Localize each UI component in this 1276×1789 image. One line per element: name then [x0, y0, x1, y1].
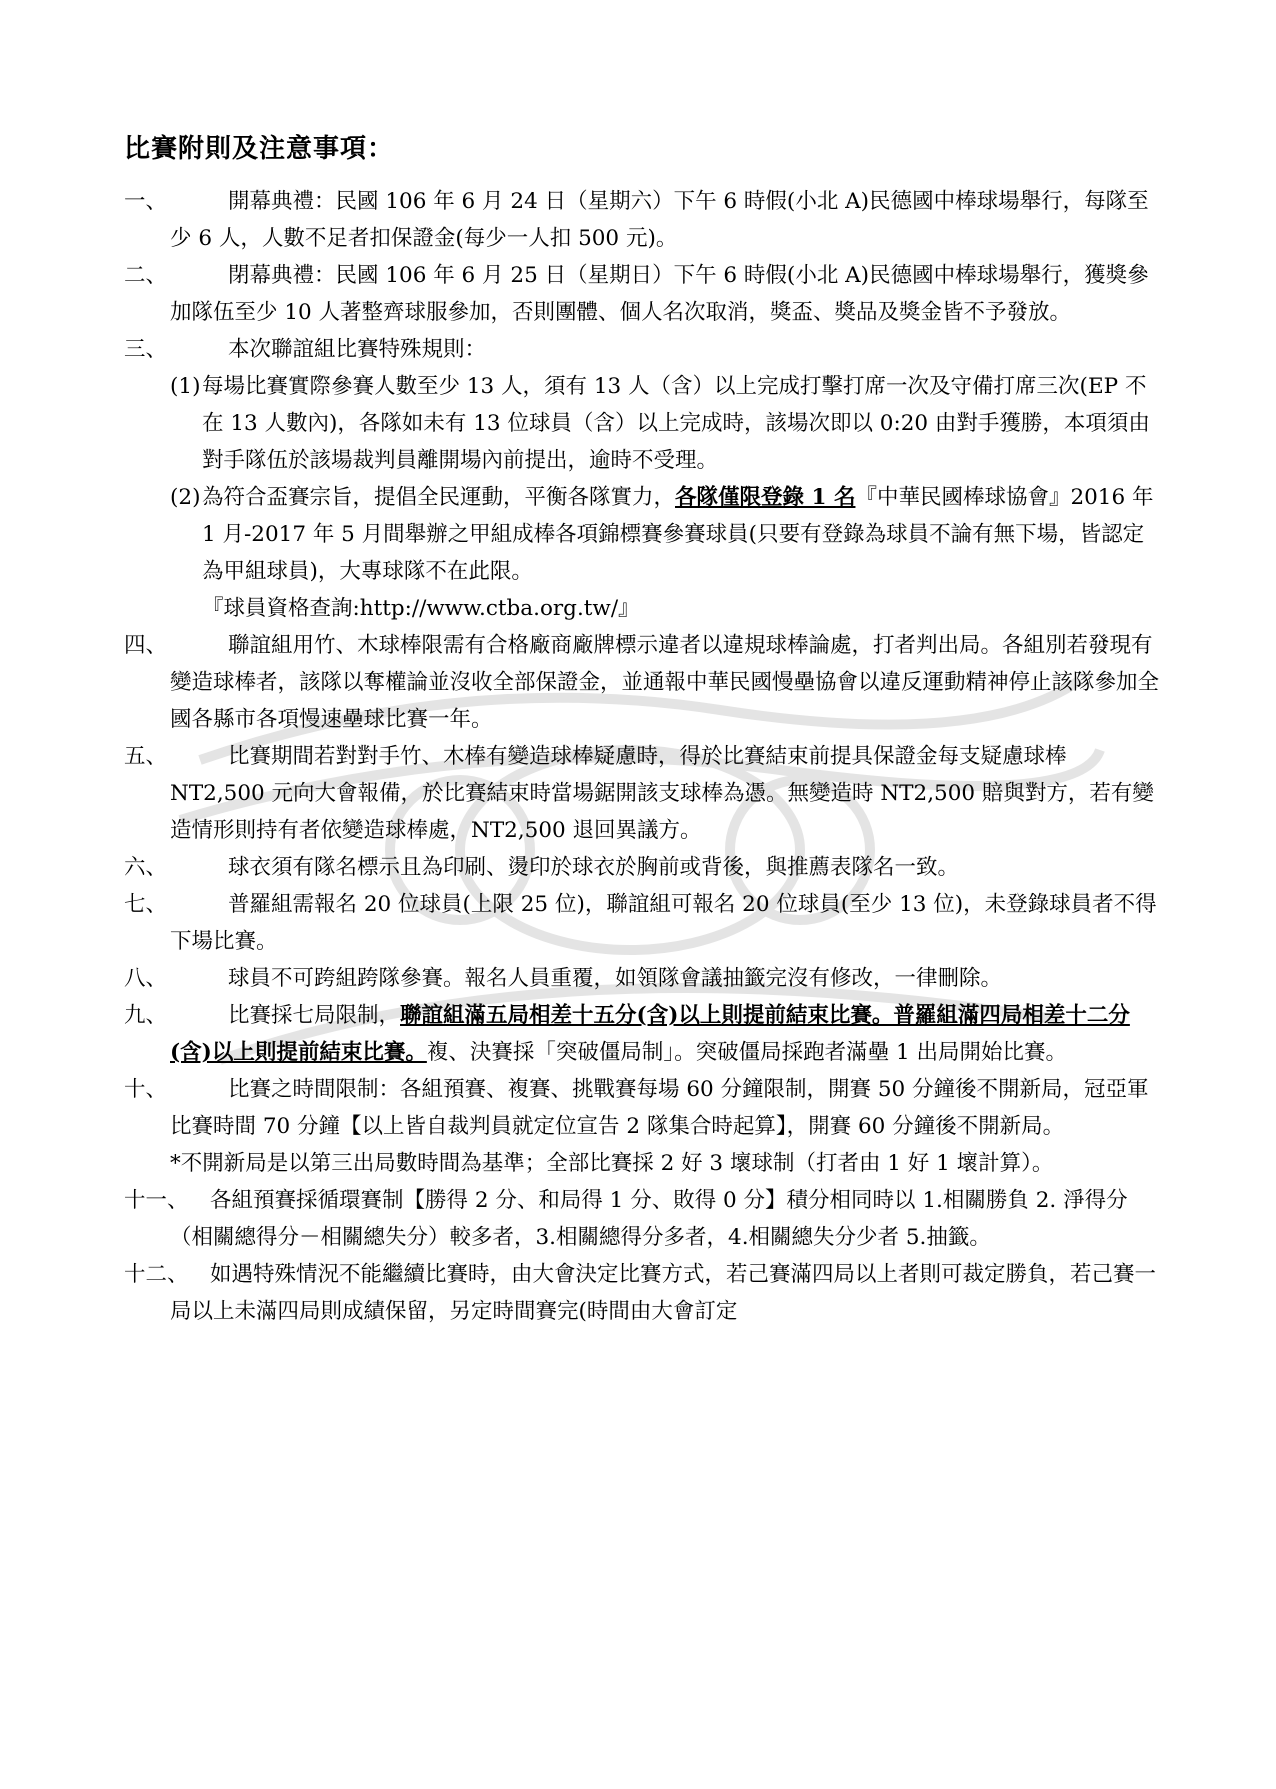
rule-text-post: 複、決賽採「突破僵局制」。突破僵局採跑者滿壘 1 出局開始比賽。 [426, 1040, 1067, 1065]
rule-item-1 [124, 183, 1164, 257]
rule-item-2 [124, 257, 1164, 331]
rule-item-4 [124, 627, 1164, 738]
rule-text: 比賽期間若對對手竹、木棒有變造球棒疑慮時，得於比賽結束前提具保證金每支疑慮球棒 NT2,500 元向大會報備，於比賽結束時當場鋸開該支球棒為憑。無變造時 NT2,500 賠與對方，若有變造情形則持有者依變造球棒處，NT2,500 退回異議方。 [170, 744, 1154, 843]
sub-text-post: 『中華民國棒球協會』2016 年 1 月-2017 年 5 月間舉辦之甲組成棒各項錦標賽參賽球員(只要有登錄為球員不論有無下場，皆認定為甲組球員)，大專球隊不在此限。 [202, 485, 1154, 584]
rule-item-3 [124, 331, 1164, 368]
rule-text: 比賽之時間限制：各組預賽、複賽、挑戰賽每場 60 分鐘限制，開賽 50 分鐘後不開新局，冠亞軍比賽時間 70 分鐘【以上皆自裁判員就定位宣告 2 隊集合時起算】，開賽 60 分鐘後不開新局。 [170, 1077, 1149, 1139]
rule-text: 本次聯誼組比賽特殊規則： [228, 337, 487, 362]
rule-sub-item-1 [124, 368, 1164, 479]
rule-sub-item-2 [124, 479, 1164, 627]
rule-text: 開幕典禮：民國 106 年 6 月 24 日（星期六）下午 6 時假(小北 A)民德國中棒球場舉行，每隊至少 6 人，人數不足者扣保證金(每少一人扣 500 元)。 [170, 189, 1149, 251]
rule-text: 聯誼組用竹、木球棒限需有合格廠商廠牌標示違者以違規球棒論處，打者判出局。各組別若發現有變造球棒者，該隊以奪權論並沒收全部保證金，並通報中華民國慢壘協會以違反運動精神停止該隊參加全國各縣市各項慢速壘球比賽一年。 [170, 633, 1160, 732]
page-title: 比賽附則及注意事項： [124, 134, 395, 164]
rule-text: 球員不可跨組跨隊參賽。報名人員重覆，如領隊會議抽籤完沒有修改，一律刪除。 [228, 966, 1003, 991]
rule-number: 七、 [124, 892, 168, 917]
rule-text: 球衣須有隊名標示且為印刷、燙印於球衣於胸前或背後，與推薦表隊名一致。 [228, 855, 960, 880]
rule-number: 一、 [124, 189, 168, 214]
rule-text: 各組預賽採循環賽制【勝得 2 分、和局得 1 分、敗得 0 分】積分相同時以 1.相關勝負 2. 淨得分（相關總得分－相關總失分）較多者，3.相關總得分多者，4.相關總失分少者 5.抽籤。 [170, 1188, 1128, 1250]
rule-note [124, 1145, 1164, 1182]
rule-item-8 [124, 960, 1164, 997]
rule-number: 十、 [124, 1077, 168, 1102]
sub-text-emphasis: 各隊僅限登錄 1 名 [675, 485, 856, 510]
rule-number: 十一、 [124, 1188, 189, 1213]
rule-number: 十二、 [124, 1262, 189, 1287]
rule-item-7 [124, 886, 1164, 960]
rule-item-10 [124, 1071, 1164, 1145]
rule-item-6 [124, 849, 1164, 886]
rule-item-12 [124, 1256, 1164, 1330]
rule-item-5 [124, 738, 1164, 849]
rule-number: 六、 [124, 855, 168, 880]
rule-text: 如遇特殊情況不能繼續比賽時，由大會決定比賽方式，若己賽滿四局以上者則可裁定勝負，若己賽一局以上未滿四局則成績保留，另定時間賽完(時間由大會訂定 [170, 1262, 1157, 1324]
rule-text: 閉幕典禮：民國 106 年 6 月 25 日（星期日）下午 6 時假(小北 A)民德國中棒球場舉行，獲獎參加隊伍至少 10 人著整齊球服參加，否則團體、個人名次取消，獎盃、獎品及獎金皆不予發放。 [170, 263, 1149, 325]
rule-text-pre: 比賽採七局限制， [228, 1003, 401, 1028]
sub-number: (1) [170, 374, 201, 399]
rule-number: 三、 [124, 337, 168, 362]
rule-number: 八、 [124, 966, 168, 991]
player-lookup-link[interactable]: 『球員資格查詢:http://www.ctba.org.tw/』 [202, 596, 640, 621]
rule-item-11 [124, 1182, 1164, 1256]
rule-note-text: *不開新局是以第三出局數時間為基準；全部比賽採 2 好 3 壞球制（打者由 1 好 1 壞計算）。 [170, 1151, 1054, 1176]
sub-text-pre: 為符合盃賽宗旨，提倡全民運動，平衡各隊實力， [202, 485, 676, 510]
rule-number: 四、 [124, 633, 168, 658]
rule-number: 五、 [124, 744, 168, 769]
rules-content [124, 128, 1164, 1330]
rule-number: 九、 [124, 1003, 168, 1028]
rule-text: 普羅組需報名 20 位球員(上限 25 位)，聯誼組可報名 20 位球員(至少 13 位)，未登錄球員者不得下場比賽。 [170, 892, 1157, 954]
rule-item-9 [124, 997, 1164, 1071]
sub-text: 每場比賽實際參賽人數至少 13 人，須有 13 人（含）以上完成打擊打席一次及守備打席三次(EP 不在 13 人數內)，各隊如未有 13 位球員（含）以上完成時，該場次即以 0:20 由對手獲勝，本項須由對手隊伍於該場裁判員離開場內前提出，逾時不受理。 [202, 374, 1150, 473]
rule-text-emphasis: 聯誼組滿五局相差十五分(含)以上則提前結束比賽。普羅組滿四局相差十二分(含)以上則提前結束比賽。 [170, 1003, 1130, 1065]
sub-number: (2) [170, 485, 201, 510]
rule-number: 二、 [124, 263, 168, 288]
